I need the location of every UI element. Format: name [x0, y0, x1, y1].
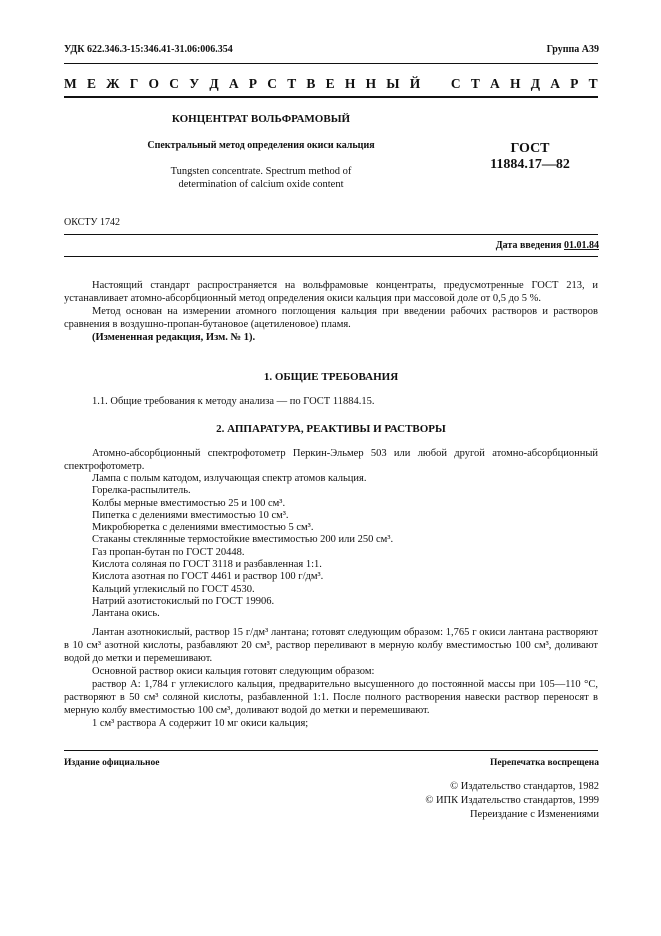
equipment-item: Пипетка с делениями вместимостью 10 см³. [92, 509, 289, 521]
introduction-date-value: 01.01.84 [564, 240, 599, 251]
equipment-item: Натрий азотистокислый по ГОСТ 19906. [92, 595, 275, 607]
banner-letter: А [490, 76, 500, 91]
top-rule [64, 63, 598, 64]
document-subtitle: Спектральный метод определения окиси кальция [147, 140, 375, 151]
group-code: Группа А39 [546, 44, 599, 55]
section-2-heading: 2. АППАРАТУРА, РЕАКТИВЫ И РАСТВОРЫ [216, 423, 446, 435]
oksty-rule [64, 234, 598, 235]
reprint-prohibited: Перепечатка воспрещена [489, 758, 599, 768]
banner-letter: Е [325, 76, 335, 91]
copyright-1982: © Издательство стандартов, 1982 [450, 781, 599, 792]
banner-rule [64, 96, 598, 98]
spectrophotometer-item: Атомно-абсорбционный спектрофотометр Перкин-Эльмер 503 или любой другой атомно-абсорбционный спектрофотометр. [64, 448, 598, 472]
section-2-solutions [64, 626, 598, 730]
english-title-line-1: Tungsten concentrate. Spectrum method of [170, 166, 352, 177]
copyright-1999: © ИПК Издательство стандартов, 1999 [425, 795, 599, 806]
english-title [64, 165, 458, 191]
banner-letter: Ы [386, 76, 400, 91]
gost-code: 11884.17—82 [490, 157, 570, 172]
reissue-note: Переиздание с Изменениями [469, 809, 599, 820]
banner-letter: М [64, 76, 77, 91]
banner-letter: А [228, 76, 239, 91]
equipment-item: Лампа с полым катодом, излучающая спектр атомов кальция. [92, 473, 367, 484]
banner-letter: Ж [106, 76, 120, 91]
equipment-item: Колбы мерные вместимостью 25 и 100 см³. [92, 497, 286, 509]
banner-letter: Т [287, 76, 297, 91]
solution-a-content: 1 см³ раствора А содержит 10 мг окиси кальция; [92, 718, 309, 729]
banner-letter: Р [248, 76, 258, 91]
introduction-date [496, 240, 599, 251]
equipment-item: Лантана окись. [92, 608, 160, 620]
equipment-item: Кальций углекислый по ГОСТ 4530. [92, 583, 255, 595]
equipment-list [92, 473, 598, 621]
intro-amendment-note: (Измененная редакция, Изм. № 1). [92, 332, 256, 343]
introduction-text [64, 279, 598, 344]
banner-letter: В [306, 76, 316, 91]
equipment-item: Стаканы стеклянные термостойкие вместимостью 200 или 250 см³. [92, 534, 394, 546]
banner-letter: Й [409, 76, 421, 91]
banner-letter: С [267, 76, 277, 91]
date-rule [64, 256, 598, 257]
banner-letter: С [169, 76, 179, 91]
banner-letter: Р [570, 76, 579, 91]
udc-code: УДК 622.346.3-15:346.41-31.06:006.354 [64, 44, 233, 55]
introduction-date-label: Дата введения [495, 240, 564, 251]
section-1-text [64, 395, 598, 408]
lanthanum-solution: Лантан азотнокислый, раствор 15 г/дм³ лантана; готовят следующим образом: 1,765 г окиси лантана растворяют в 10 см³ азотной кислоты, разбавляют 20 см³, раствор переливают в мерную колбу вместимостью 100 см³, доливают водой до метки и перемешивают. [64, 627, 598, 664]
banner-letter: Т [588, 76, 598, 91]
banner-letter: Д [530, 76, 541, 91]
banner-letter: У [189, 76, 200, 91]
equipment-item: Кислота азотная по ГОСТ 4461 и раствор 100 г/дм³. [92, 571, 324, 583]
banner-letter: О [148, 76, 160, 91]
oksty-code: ОКСТУ 1742 [64, 217, 121, 228]
equipment-item: Газ пропан-бутан по ГОСТ 20448. [92, 546, 245, 558]
equipment-item: Кислота соляная по ГОСТ 3118 и разбавленная 1:1. [92, 559, 322, 571]
banner-letter: Д [209, 76, 219, 91]
intro-paragraph-method: Метод основан на измерении атомного поглощения кальция при введении рабочих растворов и растворов сравнения в воздушно-пропан-бутановое (ацетиленовое) пламя. [64, 306, 598, 330]
banner-letter: Е [86, 76, 96, 91]
banner-letter: Г [129, 76, 139, 91]
section-2-spectrophotometer [64, 447, 598, 473]
banner-letter: Н [344, 76, 356, 91]
banner-letter: Н [365, 76, 377, 91]
gost-number [462, 141, 598, 173]
equipment-item: Горелка-распылитель. [92, 485, 191, 497]
english-title-line-2: determination of calcium oxide content [178, 179, 344, 190]
banner-letter: Н [510, 76, 521, 91]
official-edition: Издание официальное [64, 758, 160, 768]
intro-paragraph-scope: Настоящий стандарт распространяется на вольфрамовые концентраты, предусмотренные ГОСТ 213, и устанавливает атомно-абсорбционный метод определения окиси кальция при массовой доле от 0,5 до 5 %. [64, 280, 598, 304]
solution-a: раствор А: 1,784 г углекислого кальция, предварительно высушенного до постоянной массы при 105—110 °С, растворяют в 50 см³ соляной кислоты, разбавленной 1:1. После полного растворения навески раствор переносят в мерную колбу вместимостью 100 см³, доливают водой до метки и перемешивают. [64, 679, 598, 716]
gost-label: ГОСТ [510, 141, 550, 156]
footer-rule [64, 750, 598, 751]
banner-letter: А [550, 76, 560, 91]
banner-letter: С [450, 76, 461, 91]
copyright-block [425, 780, 599, 822]
stock-solution-intro: Основной раствор окиси кальция готовят следующим образом: [92, 666, 375, 677]
interstate-standard-banner [64, 76, 598, 92]
clause-1-1: 1.1. Общие требования к методу анализа — по ГОСТ 11884.15. [92, 396, 375, 407]
banner-letter: Т [470, 76, 480, 91]
document-title: КОНЦЕНТРАТ ВОЛЬФРАМОВЫЙ [171, 113, 351, 125]
section-1-heading: 1. ОБЩИЕ ТРЕБОВАНИЯ [263, 371, 399, 383]
equipment-item: Микробюретка с делениями вместимостью 5 см³. [92, 522, 314, 534]
